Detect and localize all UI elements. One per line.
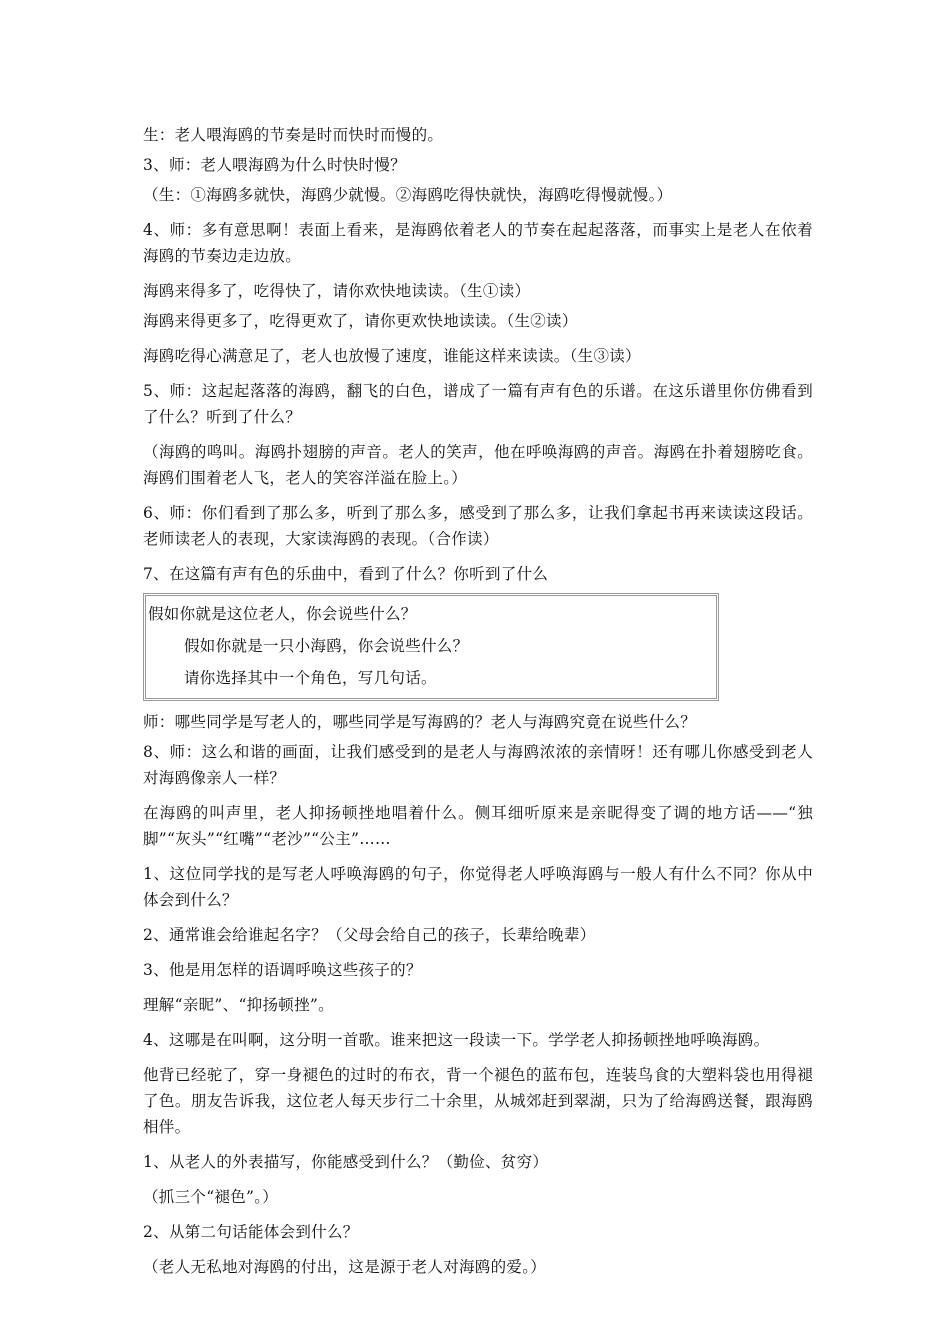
paragraph: 他背已经驼了，穿一身褪色的过时的布衣，背一个褪色的蓝布包，连装鸟食的大塑料袋也用得褪了色。朋友告诉我，这位老人每天步行二十余里，从城郊赶到翠湖，只为了给海鸥送餐，跟海鸥相伴。: [143, 1066, 813, 1136]
paragraph: 6、师：你们看到了那么多，听到了那么多，感受到了那么多，让我们拿起书再来读读这段话。老师读老人的表现，大家读海鸥的表现。（合作读）: [143, 504, 813, 548]
prompt-line: 假如你就是一只小海鸥，你会说些什么？: [184, 637, 469, 655]
paragraph: 师：哪些同学是写老人的，哪些同学是写海鸥的？老人与海鸥究竟在说些什么？: [143, 713, 697, 731]
paragraph: 3、他是用怎样的语调呼唤这些孩子的？: [143, 961, 422, 979]
paragraph: 7、在这篇有声有色的乐曲中，看到了什么？你听到了什么: [143, 565, 549, 583]
paragraph: 海鸥来得多了，吃得快了，请你欢快地读读。（生①读）: [143, 282, 531, 300]
paragraph: （抓三个“褪色”。）: [143, 1188, 279, 1206]
paragraph: 4、这哪是在叫啊，这分明一首歌。谁来把这一段读一下。学学老人抑扬顿挫地呼唤海鸥。: [143, 1031, 770, 1049]
prompt-line: 请你选择其中一个角色，写几句话。: [184, 669, 437, 687]
paragraph: 理解“亲昵”、“抑扬顿挫”。: [143, 996, 334, 1014]
paragraph: 4、师：多有意思啊！表面上看来，是海鸥依着老人的节奏在起起落落，而事实上是老人在依着海鸥的节奏边走边放。: [143, 221, 813, 265]
paragraph: 1、这位同学找的是写老人呼唤海鸥的句子，你觉得老人呼唤海鸥与一般人有什么不同？你从中体会到什么？: [143, 865, 813, 909]
paragraph: （老人无私地对海鸥的付出，这是源于老人对海鸥的爱。）: [143, 1258, 547, 1276]
paragraph: （生：①海鸥多就快，海鸥少就慢。②海鸥吃得快就快，海鸥吃得慢就慢。）: [143, 186, 673, 204]
paragraph: 生：老人喂海鸥的节奏是时而快时而慢的。: [143, 126, 444, 144]
paragraph: 海鸥来得更多了，吃得更欢了，请你更欢快地读读。（生②读）: [143, 312, 578, 330]
paragraph: （海鸥的鸣叫。海鸥扑翅膀的声音。老人的笑声，他在呼唤海鸥的声音。海鸥在扑着翅膀吃食。海鸥们围着老人飞，老人的笑容洋溢在脸上。）: [143, 443, 813, 487]
paragraph: 在海鸥的叫声里，老人抑扬顿挫地唱着什么。侧耳细听原来是亲昵得变了调的地方话——“独脚”“灰头”“红嘴”“老沙”“公主”……: [143, 804, 813, 848]
paragraph: 8、师：这么和谐的画面，让我们感受到的是老人与海鸥浓浓的亲情呀！还有哪儿你感受到老人对海鸥像亲人一样？: [143, 743, 813, 787]
paragraph: 5、师：这起起落落的海鸥，翻飞的白色，谱成了一篇有声有色的乐谱。在这乐谱里你仿佛看到了什么？听到了什么？: [143, 382, 813, 426]
prompt-line: 假如你就是这位老人，你会说些什么？: [148, 605, 417, 623]
paragraph: 2、从第二句话能体会到什么？: [143, 1223, 359, 1241]
paragraph: 3、师：老人喂海鸥为什么时快时慢？: [143, 156, 406, 174]
paragraph: 1、从老人的外表描写，你能感受到什么？（勤俭、贫穷）: [143, 1153, 549, 1171]
writing-prompt-box: [143, 593, 719, 701]
paragraph: 海鸥吃得心满意足了，老人也放慢了速度，谁能这样来读读。（生③读）: [143, 347, 641, 365]
document-body: [143, 122, 813, 1289]
paragraph: 2、通常谁会给谁起名字？（父母会给自己的孩子，长辈给晚辈）: [143, 926, 596, 944]
